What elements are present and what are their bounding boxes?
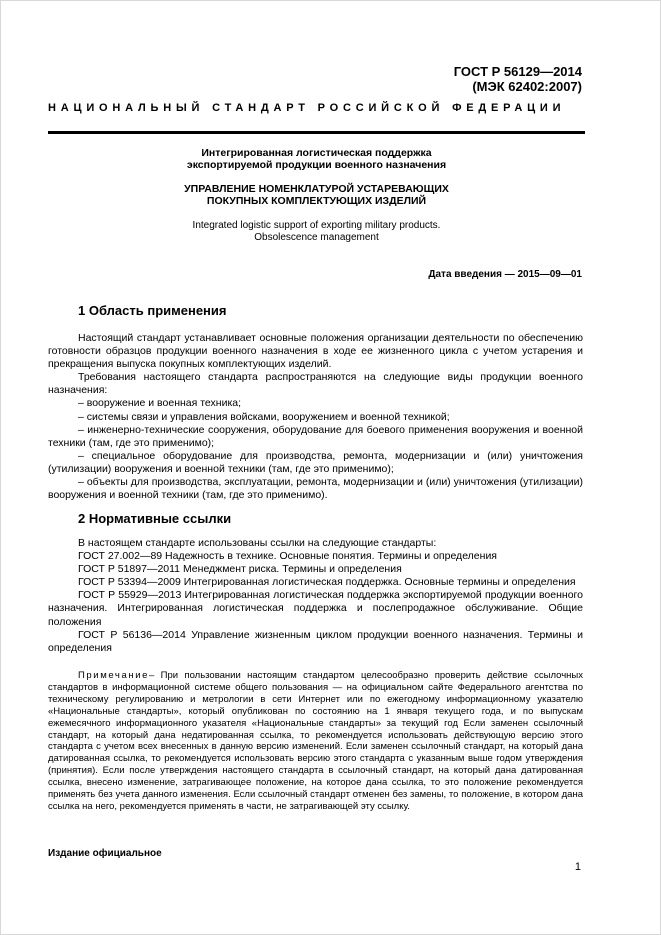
reference-item: ГОСТ Р 56136—2014 Управление жизненным циклом продукции военного назначения. Термины и определения bbox=[48, 628, 583, 654]
list-item: – объекты для производства, эксплуатации, ремонта, модернизации и (или) уничтожения (утилизации) вооружения и военной техники (там, где это применимо). bbox=[48, 476, 583, 502]
reference-item: ГОСТ Р 53394—2009 Интегрированная логистическая поддержка. Основные термины и определения bbox=[78, 576, 576, 589]
note-block bbox=[48, 670, 583, 813]
list-item: – системы связи и управления войсками, вооружением и военной техникой; bbox=[78, 410, 450, 423]
list-item: – инженерно-технические сооружения, оборудование для боевого применения вооружения и военной техники (там, где это применимо); bbox=[48, 423, 583, 449]
title-line-4: ПОКУПНЫХ КОМПЛЕКТУЮЩИХ ИЗДЕЛИЙ bbox=[206, 195, 427, 207]
document-subtitle-ru bbox=[48, 183, 585, 207]
iec-code: (МЭК 62402:2007) bbox=[472, 79, 582, 94]
section-1-body bbox=[48, 332, 583, 502]
list-item: – вооружение и военная техника; bbox=[78, 397, 242, 410]
section-2-heading: 2 Нормативные ссылки bbox=[78, 511, 232, 526]
edition-label: Издание официальное bbox=[48, 848, 162, 859]
title-line-3: УПРАВЛЕНИЕ НОМЕНКЛАТУРОЙ УСТАРЕВАЮЩИХ bbox=[184, 183, 449, 195]
intro-date: Дата введения — 2015—09—01 bbox=[428, 269, 582, 280]
section-2-body bbox=[48, 537, 583, 655]
title-en-line-1: Integrated logistic support of exporting military products. bbox=[192, 220, 441, 231]
gost-code: ГОСТ Р 56129—2014 bbox=[453, 64, 582, 79]
reference-item: ГОСТ Р 55929—2013 Интегрированная логистическая поддержка экспортируемой продукции военного назначения. Интегрированная логистическая поддержка и послепродажное обслуживание. Общие положения bbox=[48, 589, 583, 628]
paragraph: Настоящий стандарт устанавливает основные положения организации деятельности по обеспечению готовности образцов продукции военного назначения в ходе ее жизненного цикла с учетом устарения и прекращения выпуска покупных комплектующих изделий. bbox=[48, 332, 583, 371]
reference-item: ГОСТ 27.002—89 Надежность в технике. Основные понятия. Термины и определения bbox=[78, 550, 497, 563]
document-code bbox=[454, 64, 582, 94]
document-title-ru bbox=[48, 147, 585, 171]
note-label: Примечание bbox=[78, 670, 149, 681]
list-item: – специальное оборудование для производства, ремонта, модернизации и (или) уничтожения (утилизации) вооружения и военной техники (там, где это применимо); bbox=[48, 449, 583, 475]
paragraph: В настоящем стандарте использованы ссылки на следующие стандарты: bbox=[78, 537, 437, 549]
reference-item: ГОСТ Р 51897—2011 Менеджмент риска. Термины и определения bbox=[78, 563, 402, 576]
title-line-1: Интегрированная логистическая поддержка bbox=[201, 147, 432, 159]
document-title-en bbox=[48, 220, 585, 244]
title-line-2: экспортируемой продукции военного назначения bbox=[186, 159, 447, 171]
note-text: – При пользовании настоящим стандартом целесообразно проверить действие ссылочных стандартов в информационной системе общего пользования — на официальном сайте Федерального агентства по техническому регулированию и метрологии в сети Интернет или по ежегодному информационному указателю «Национальные стандарты», который опубликован по состоянию на 1 января текущего года, и по выпускам ежемесячного информационного указателя «Национальные стандарты» за текущий год Если заменен ссылочный стандарт, на который дана недатированная ссылка, то рекомендуется использовать действующую версию этого стандарта с учетом всех внесенных в данную версию изменений. Если заменен ссылочный стандарт, на который дана датированная ссылка, то рекомендуется использовать версию этого стандарта с указанным выше годом утверждения (принятия). Если после утверждения настоящего стандарта в ссылочный стандарт, на который дана датированная ссылка, внесено изменение, затрагивающее положение, на которое дана ссылка, то это положение рекомендуется применять без учета данного изменения. Если ссылочный стандарт отменен без замены, то положение, в котором дана ссылка на него, рекомендуется применять в части, не затрагивающей эту ссылку. bbox=[48, 670, 583, 812]
page-number: 1 bbox=[574, 861, 581, 873]
section-1-heading: 1 Область применения bbox=[78, 303, 227, 318]
header-rule bbox=[48, 131, 585, 134]
title-en-line-2: Obsolescence management bbox=[254, 232, 379, 243]
national-standard-title: НАЦИОНАЛЬНЫЙ СТАНДАРТ РОССИЙСКОЙ ФЕДЕРАЦИИ bbox=[48, 102, 566, 114]
paragraph: Требования настоящего стандарта распространяются на следующие виды продукции военного назначения: bbox=[48, 371, 583, 397]
